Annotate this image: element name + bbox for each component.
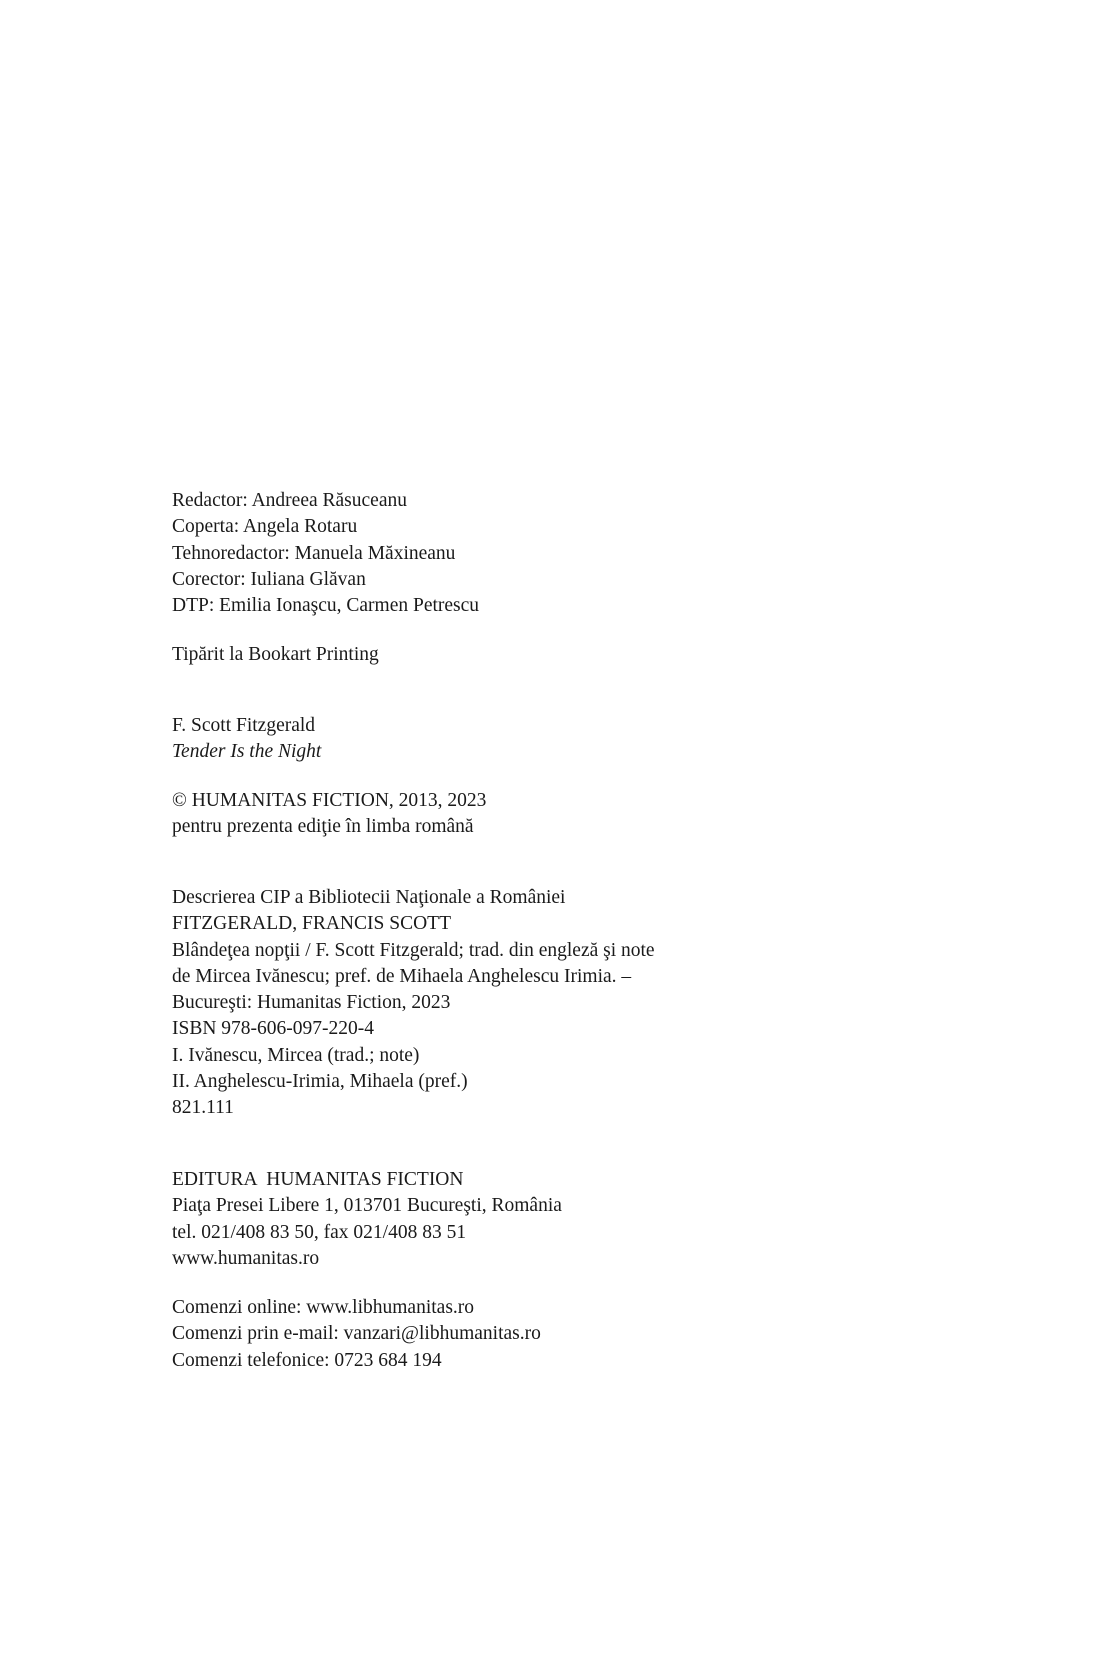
publisher-website: www.humanitas.ro — [172, 1247, 320, 1269]
copyright-line: pentru prezenta ediţie în limba română — [172, 816, 474, 838]
printer-block — [172, 642, 379, 668]
credit-line: Corector: Iuliana Glăvan — [172, 568, 366, 590]
cip-line: de Mircea Ivănescu; pref. de Mihaela Anghelescu Irimia. – — [172, 965, 632, 987]
publisher-block — [172, 1167, 562, 1272]
credit-line: Tehnoredactor: Manuela Măxineanu — [172, 542, 456, 564]
copyright-block — [172, 788, 486, 841]
cip-line: FITZGERALD, FRANCIS SCOTT — [172, 913, 451, 935]
order-line: Comenzi telefonice: 0723 684 194 — [172, 1349, 442, 1371]
cip-line: I. Ivănescu, Mircea (trad.; note) — [172, 1044, 420, 1066]
original-author: F. Scott Fitzgerald — [172, 715, 316, 736]
order-line: Comenzi online: www.libhumanitas.ro — [172, 1297, 475, 1318]
credit-line: DTP: Emilia Ionaşcu, Carmen Petrescu — [172, 595, 480, 617]
original-work-block — [172, 713, 321, 766]
credit-line: Redactor: Andreea Răsuceanu — [172, 490, 407, 511]
original-title: Tender Is the Night — [172, 741, 322, 763]
cip-line: 821.111 — [172, 1097, 234, 1119]
cip-line: Bucureşti: Humanitas Fiction, 2023 — [172, 992, 451, 1014]
publisher-line: tel. 021/408 83 50, fax 021/408 83 51 — [172, 1221, 467, 1243]
cip-line: II. Anghelescu-Irimia, Mihaela (pref.) — [172, 1071, 468, 1093]
cip-line: ISBN 978-606-097-220-4 — [172, 1018, 375, 1040]
cip-line: Descrierea CIP a Bibliotecii Naţionale a României — [172, 887, 566, 908]
cip-block — [172, 885, 655, 1122]
printer-line: Tipărit la Bookart Printing — [172, 644, 379, 665]
publisher-line: Piaţa Presei Libere 1, 013701 Bucureşti, România — [172, 1195, 562, 1217]
copyright-line: © HUMANITAS FICTION, 2013, 2023 — [172, 790, 487, 811]
credit-line: Coperta: Angela Rotaru — [172, 516, 358, 538]
credits-block — [172, 488, 479, 619]
orders-block — [172, 1295, 541, 1374]
publisher-line: EDITURA HUMANITAS FICTION — [172, 1169, 464, 1190]
cip-line: Blândeţea nopţii / F. Scott Fitzgerald; trad. din engleză şi note — [172, 939, 655, 961]
order-line: Comenzi prin e-mail: vanzari@libhumanitas.ro — [172, 1323, 541, 1345]
